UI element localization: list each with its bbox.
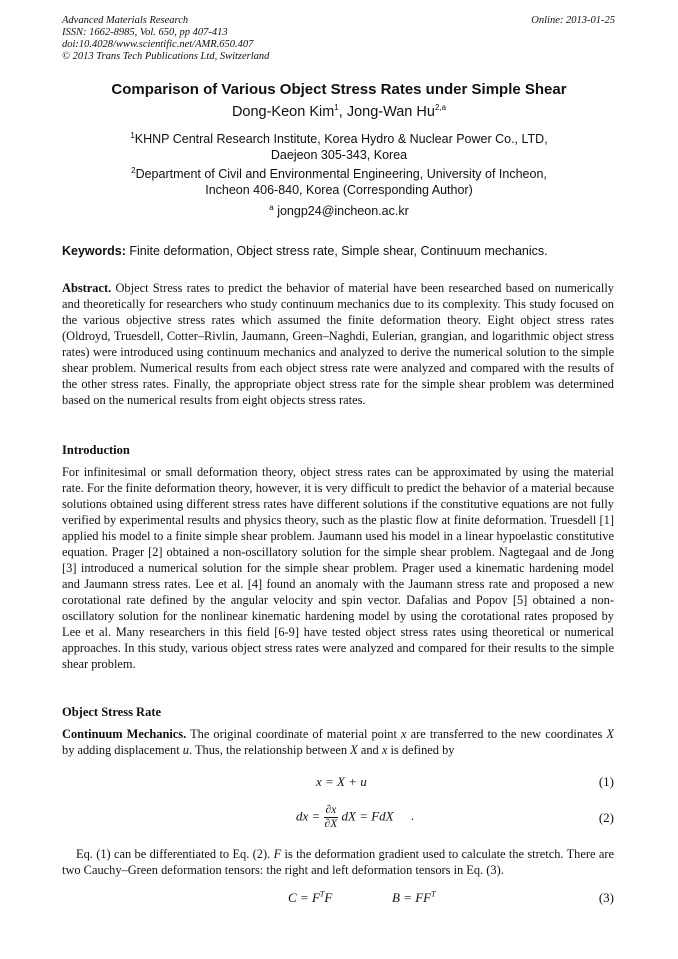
author-1-sup: 1 [334,103,339,113]
equation-3-left: $C = F^TF$ [288,889,333,905]
author-1: Dong-Keon Kim [231,104,335,120]
affiliation-1: $^1$KHNP Central Research Institute, Korea Hydro & Nuclear Power Co., LTD, Daejeon 305-343, Korea [130,130,548,162]
continuum-label: Continuum Mechanics. [62,727,187,741]
introduction-heading: Introduction [62,443,130,457]
affiliation-2: $^2$Department of Civil and Environmental Engineering, University of Incheon, Incheon 406-840, Korea (Corresponding Author) [131,165,547,197]
abstract [62,280,614,408]
author-line: Dong-Keon Kim$^1$, Jong-Wan Hu$^{2,a}$ [231,103,447,120]
copyright: © 2013 Trans Tech Publications Ltd, Switzerland [62,51,270,62]
equation-3-right: $B = FF^T$ [392,889,436,905]
equation-3-number: (3) [598,890,614,905]
journal-metadata [62,15,269,63]
author-2-sup: 2,a [434,103,447,113]
derivation-paragraph: Eq. (1) can be differentiated to Eq. (2). F is the deformation gradient used to calculate the stretch. There are two Cauchy–Green deformation tensors: the right and left deformation tensors in Eq. (3). [62,847,614,877]
email: $^a$ jongp24@incheon.ac.kr [269,202,409,218]
equation-1: x = X + u [316,774,367,789]
online-date: Online: 2013-01-25 [531,15,615,26]
equation-1-number: (1) [598,774,614,789]
abstract-label: Abstract. [62,281,112,295]
paper-title: Comparison of Various Object Stress Rates under Simple Shear [111,81,567,98]
keywords-text: Finite deformation, Object stress rate, Simple shear, Continuum mechanics. [129,244,548,258]
partial-fraction: $\frac{\partial x}{\partial X}$ [324,804,338,830]
continuum-paragraph: Continuum Mechanics. The original coordinate of material point x are transferred to the new coordinates X by adding displacement u. Thus, the relationship between X and x is defined by [62,727,614,757]
abstract-text: Object Stress rates to predict the behavior of material have been researched based on numerically and theoretically for researchers who study continuum mechanics due to its complexity. This study focused on the various objective stress rates which assumed the finite deformation theory. Eight object stress rates (Oldroyd, Truesdell, Cotter–Rivlin, Jaumann, Green–Naghdi, Eulerian, grangian, and logarithmic object stress rates) were introduced using continuum mechanics and analyzed to derive the numerical solution to the simple shear problem. Numerical results from each object stress rate were analyzed and compared with the results of the other stress rates. Finally, the appropriate object stress rate for the simple shear problem was determined based on the numerical results from eight objects stress rates. [62,281,614,407]
keywords [62,244,548,258]
journal-name: Advanced Materials Research [62,15,189,26]
keywords-label: Keywords: [62,244,126,258]
section-heading: Object Stress Rate [62,705,162,719]
equation-2: dx = $\frac{\partial x}{\partial X}$ dX = FdX . [296,804,415,830]
email-address: jongp24@incheon.ac.kr [277,204,409,218]
equation-2-number: (2) [598,810,614,825]
author-2: Jong-Wan Hu [346,104,435,120]
introduction-text: For infinitesimal or small deformation theory, object stress rates can be approximated by using the material rate. For the finite deformation theory, however, it is very difficult to predict the behavior of a material because solutions obtained using different stress rates have different solutions if the constitutive equations are not fully verified by experimental results and physics theory, such as the plastic flow at finite deformation. Truesdell [1] applied his model to a finite simple shear problem. Jaumann used his model in a linear hypoelastic constitutive equation. Prager [2] obtained a non-oscillatory solution for the simple shear problem. Nagtegaal and de Jong [3] introduced a numerical solution for the simple shear problem. Prager used a kinematic hardening model and Jaumann stress rates. Lee et al. [4] found an anomaly with the Jaumann stress rate and proposed a new corotational rate defined by the angular velocity and spin vector. Dafalias and Popov [5] obtained a non-oscillatory solution for the nonlinear kinematic hardening model by using the corotational rates proposed by Lee et al. Many researchers in this field [6-9] have tested object stress rates using theoretical or numerical approaches. In this study, various object stress rates were analyzed and compared for their results to the simple shear problem. [62,465,614,671]
issn: ISSN: 1662-8985, Vol. 650, pp 407-413 [62,27,228,38]
doi: doi:10.4028/www.scientific.net/AMR.650.407 [62,39,254,50]
